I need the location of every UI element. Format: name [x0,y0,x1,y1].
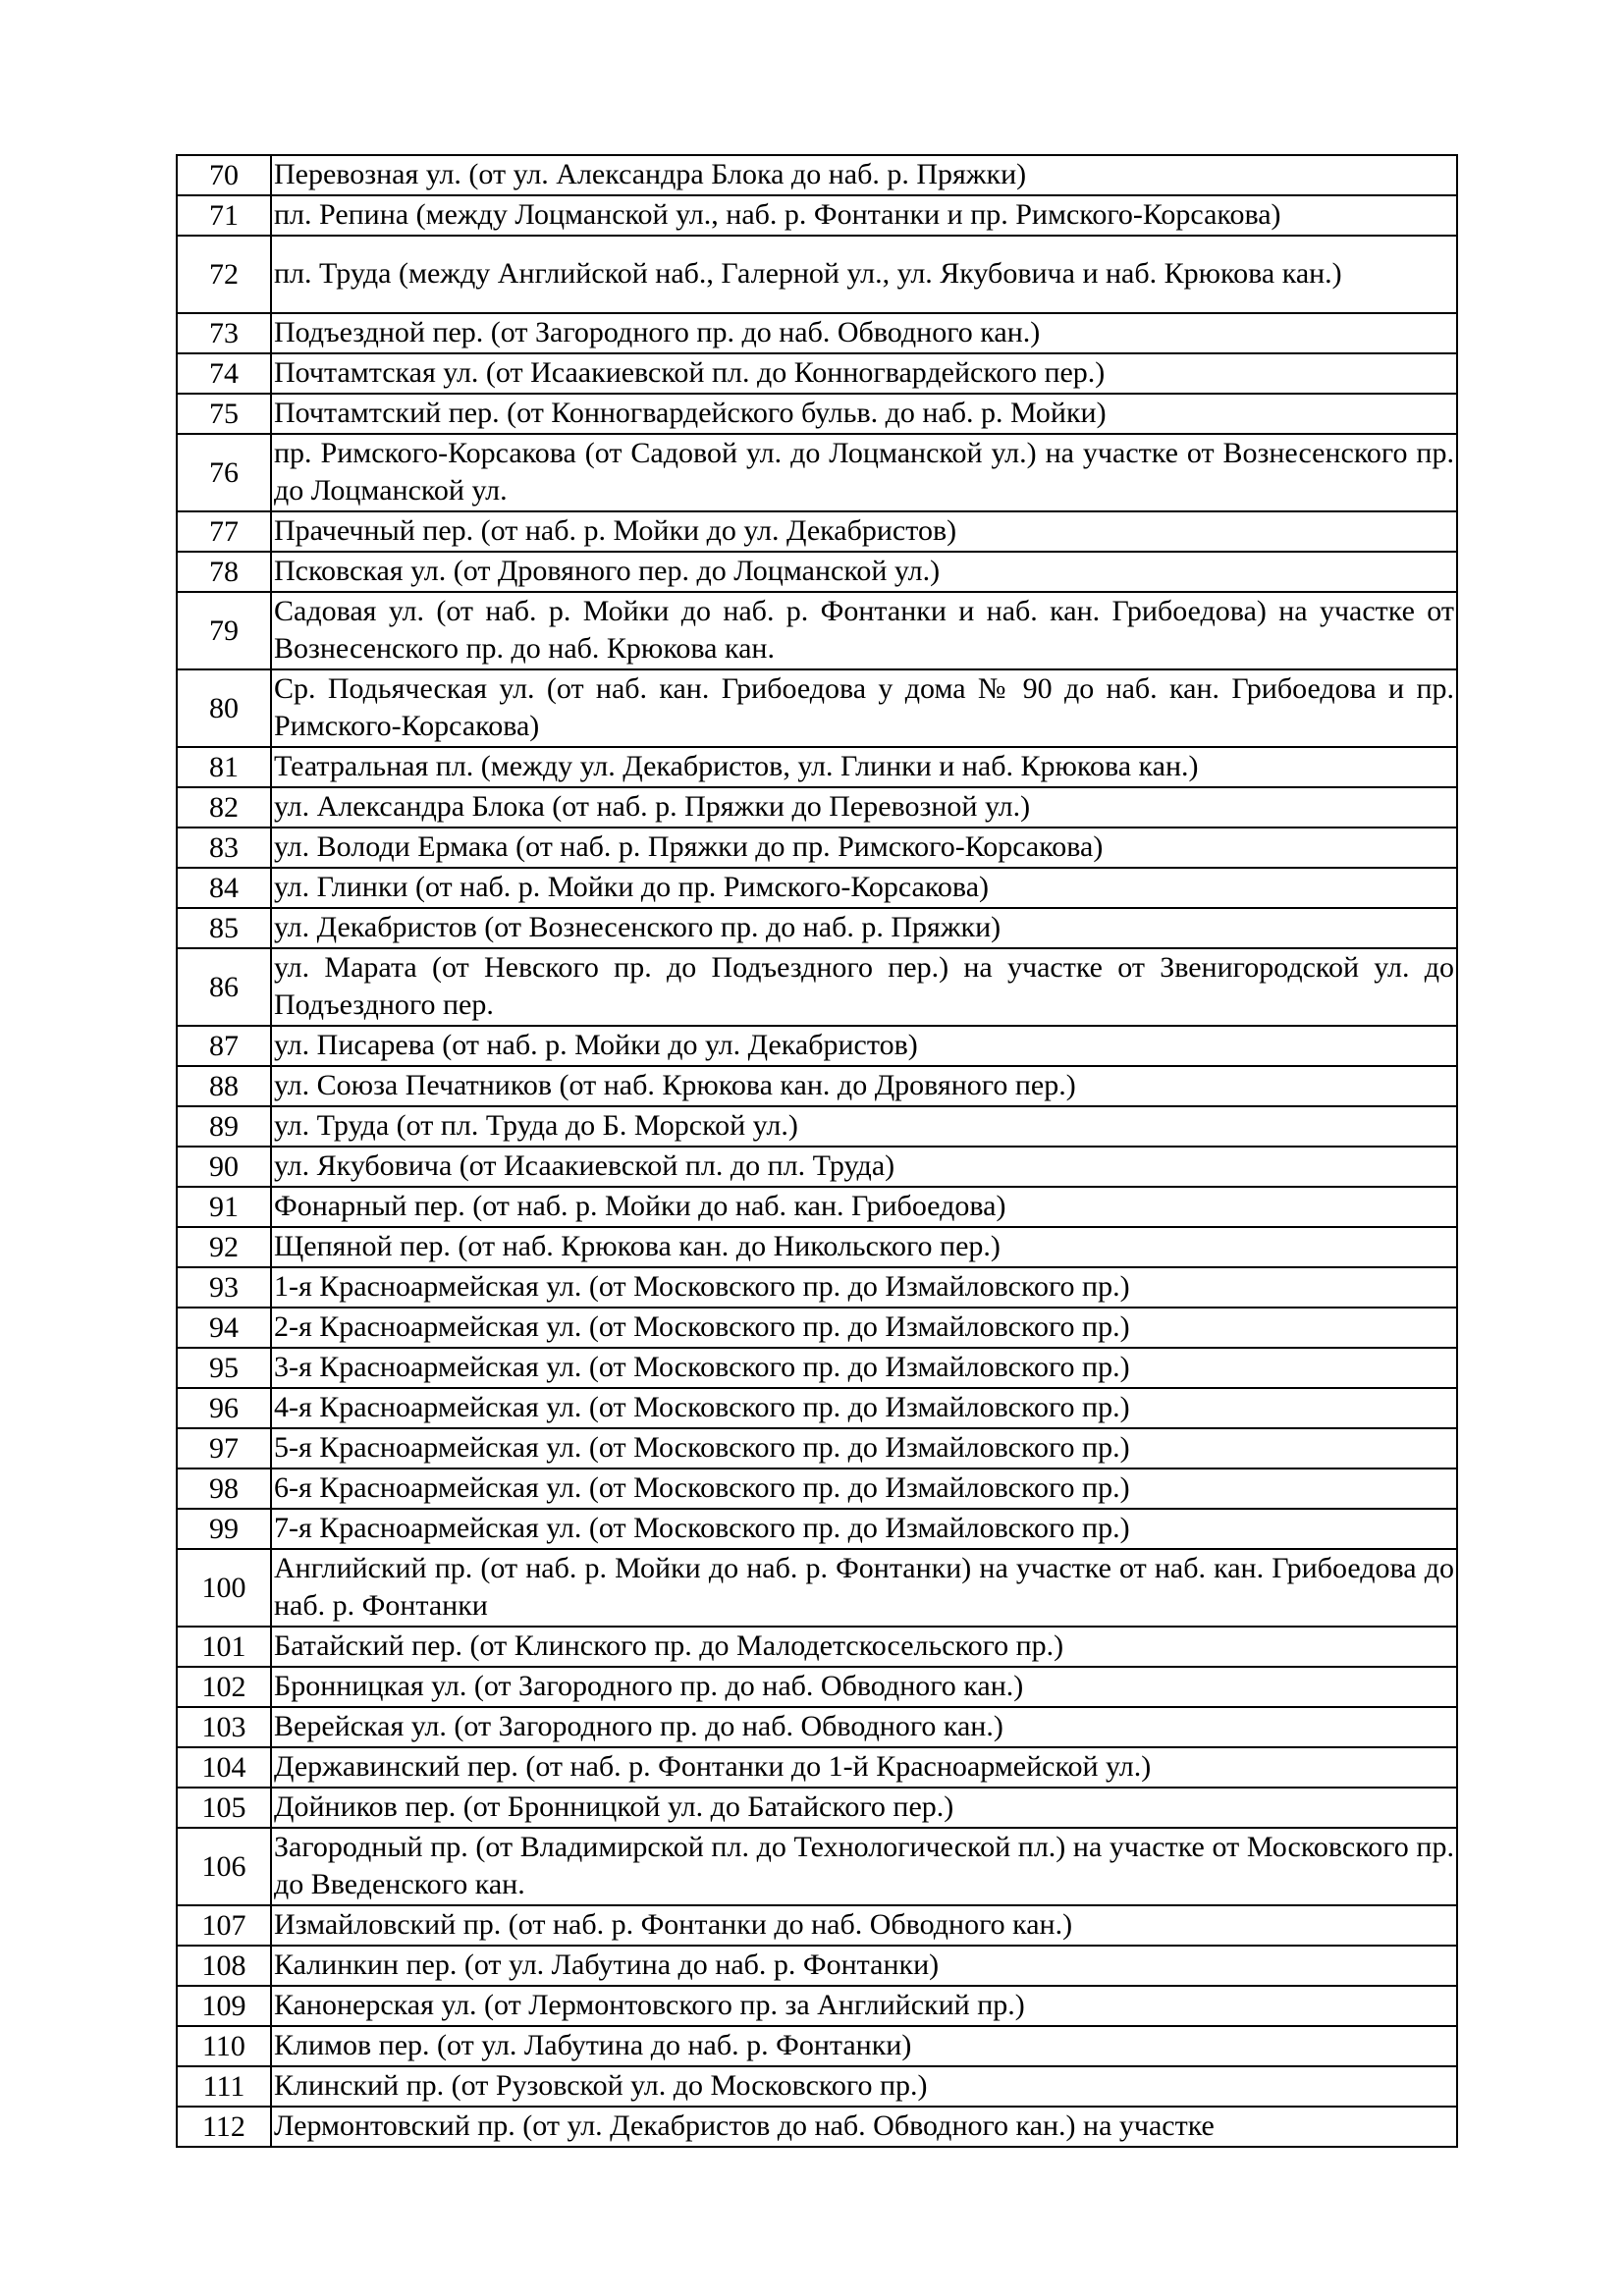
street-description: Дойников пер. (от Бронницкой ул. до Батайского пер.) [271,1788,1457,1828]
table-row [177,511,1457,552]
row-number: 78 [177,552,271,592]
table-row [177,1267,1457,1308]
street-description: пл. Репина (между Лоцманской ул., наб. р. Фонтанки и пр. Римского-Корсакова) [271,195,1457,236]
row-number: 112 [177,2107,271,2147]
table-row [177,2066,1457,2107]
table-row [177,908,1457,948]
row-number: 92 [177,1227,271,1267]
street-description: пл. Труда (между Английской наб., Галерной ул., ул. Якубовича и наб. Крюкова кан.) [271,236,1457,313]
street-description: 1-я Красноармейская ул. (от Московского пр. до Измайловского пр.) [271,1267,1457,1308]
street-description: Державинский пер. (от наб. р. Фонтанки до 1-й Красноармейской ул.) [271,1747,1457,1788]
table-row [177,394,1457,434]
street-description: ул. Марата (от Невского пр. до Подъездного пер.) на участке от Звенигородской ул. до Подъездного пер. [271,948,1457,1026]
row-number: 107 [177,1905,271,1946]
street-description: 5-я Красноармейская ул. (от Московского пр. до Измайловского пр.) [271,1428,1457,1468]
table-row [177,1227,1457,1267]
street-description: Батайский пер. (от Клинского пр. до Малодетскосельского пр.) [271,1627,1457,1667]
table-row [177,1468,1457,1509]
row-number: 72 [177,236,271,313]
row-number: 109 [177,1986,271,2026]
street-description: ул. Декабристов (от Вознесенского пр. до наб. р. Пряжки) [271,908,1457,948]
row-number: 101 [177,1627,271,1667]
street-description: Верейская ул. (от Загородного пр. до наб. Обводного кан.) [271,1707,1457,1747]
table-row [177,236,1457,313]
row-number: 103 [177,1707,271,1747]
street-description: Загородный пр. (от Владимирской пл. до Технологической пл.) на участке от Московского пр. до Введенского кан. [271,1828,1457,1905]
row-number: 70 [177,155,271,195]
table-row [177,1187,1457,1227]
table-row [177,592,1457,669]
street-description: Псковская ул. (от Дровяного пер. до Лоцманской ул.) [271,552,1457,592]
table-row [177,1106,1457,1147]
street-description: Измайловский пр. (от наб. р. Фонтанки до наб. Обводного кан.) [271,1905,1457,1946]
row-number: 71 [177,195,271,236]
table-row [177,1509,1457,1549]
row-number: 80 [177,669,271,747]
table-row [177,1747,1457,1788]
row-number: 85 [177,908,271,948]
row-number: 108 [177,1946,271,1986]
street-description: Почтамтский пер. (от Конногвардейского бульв. до наб. р. Мойки) [271,394,1457,434]
street-description: Лермонтовский пр. (от ул. Декабристов до наб. Обводного кан.) на участке [271,2107,1457,2147]
table-row [177,1147,1457,1187]
table-row [177,1026,1457,1066]
table-row [177,1905,1457,1946]
street-description: Канонерская ул. (от Лермонтовского пр. за Английский пр.) [271,1986,1457,2026]
table-row [177,2107,1457,2147]
row-number: 95 [177,1348,271,1388]
table-row [177,155,1457,195]
row-number: 79 [177,592,271,669]
table-row [177,747,1457,787]
table-row [177,1428,1457,1468]
row-number: 86 [177,948,271,1026]
row-number: 87 [177,1026,271,1066]
street-description: ул. Александра Блока (от наб. р. Пряжки до Перевозной ул.) [271,787,1457,828]
row-number: 74 [177,353,271,394]
street-description: Щепяной пер. (от наб. Крюкова кан. до Никольского пер.) [271,1227,1457,1267]
row-number: 77 [177,511,271,552]
street-description: Почтамтская ул. (от Исаакиевской пл. до Конногвардейского пер.) [271,353,1457,394]
row-number: 111 [177,2066,271,2107]
table-row [177,669,1457,747]
street-list-body [177,155,1457,2147]
street-description: пр. Римского-Корсакова (от Садовой ул. до Лоцманской ул.) на участке от Вознесенского пр. до Лоцманской ул. [271,434,1457,511]
row-number: 106 [177,1828,271,1905]
street-description: 2-я Красноармейская ул. (от Московского пр. до Измайловского пр.) [271,1308,1457,1348]
table-row [177,353,1457,394]
street-list-table [176,154,1458,2148]
street-description: Английский пр. (от наб. р. Мойки до наб. р. Фонтанки) на участке от наб. кан. Грибоедова до наб. р. Фонтанки [271,1549,1457,1627]
row-number: 82 [177,787,271,828]
row-number: 73 [177,313,271,353]
street-description: Театральная пл. (между ул. Декабристов, ул. Глинки и наб. Крюкова кан.) [271,747,1457,787]
table-row [177,1667,1457,1707]
street-description: Ср. Подьяческая ул. (от наб. кан. Грибоедова у дома № 90 до наб. кан. Грибоедова и пр. Римского-Корсакова) [271,669,1457,747]
street-description: ул. Глинки (от наб. р. Мойки до пр. Римского-Корсакова) [271,868,1457,908]
row-number: 83 [177,828,271,868]
row-number: 88 [177,1066,271,1106]
street-description: Бронницкая ул. (от Загородного пр. до наб. Обводного кан.) [271,1667,1457,1707]
table-row [177,1308,1457,1348]
street-description: 7-я Красноармейская ул. (от Московского пр. до Измайловского пр.) [271,1509,1457,1549]
street-description: 3-я Красноармейская ул. (от Московского пр. до Измайловского пр.) [271,1348,1457,1388]
street-description: Садовая ул. (от наб. р. Мойки до наб. р. Фонтанки и наб. кан. Грибоедова) на участке от Вознесенского пр. до наб. Крюкова кан. [271,592,1457,669]
street-description: ул. Труда (от пл. Труда до Б. Морской ул.) [271,1106,1457,1147]
street-description: Калинкин пер. (от ул. Лабутина до наб. р. Фонтанки) [271,1946,1457,1986]
row-number: 89 [177,1106,271,1147]
table-row [177,828,1457,868]
row-number: 110 [177,2026,271,2066]
street-description: ул. Володи Ермака (от наб. р. Пряжки до пр. Римского-Корсакова) [271,828,1457,868]
table-row [177,1986,1457,2026]
street-description: ул. Якубовича (от Исаакиевской пл. до пл. Труда) [271,1147,1457,1187]
table-row [177,2026,1457,2066]
table-row [177,787,1457,828]
row-number: 96 [177,1388,271,1428]
row-number: 81 [177,747,271,787]
street-description: Перевозная ул. (от ул. Александра Блока до наб. р. Пряжки) [271,155,1457,195]
table-row [177,1388,1457,1428]
street-description: 4-я Красноармейская ул. (от Московского пр. до Измайловского пр.) [271,1388,1457,1428]
street-description: ул. Писарева (от наб. р. Мойки до ул. Декабристов) [271,1026,1457,1066]
table-row [177,1788,1457,1828]
row-number: 76 [177,434,271,511]
table-row [177,552,1457,592]
table-row [177,313,1457,353]
row-number: 84 [177,868,271,908]
table-row [177,868,1457,908]
table-row [177,1707,1457,1747]
row-number: 105 [177,1788,271,1828]
table-row [177,1828,1457,1905]
table-row [177,1348,1457,1388]
row-number: 104 [177,1747,271,1788]
row-number: 90 [177,1147,271,1187]
table-row [177,1627,1457,1667]
table-row [177,1066,1457,1106]
row-number: 75 [177,394,271,434]
street-description: Прачечный пер. (от наб. р. Мойки до ул. Декабристов) [271,511,1457,552]
row-number: 102 [177,1667,271,1707]
row-number: 94 [177,1308,271,1348]
street-description: Фонарный пер. (от наб. р. Мойки до наб. кан. Грибоедова) [271,1187,1457,1227]
row-number: 100 [177,1549,271,1627]
street-description: ул. Союза Печатников (от наб. Крюкова кан. до Дровяного пер.) [271,1066,1457,1106]
table-row [177,195,1457,236]
street-description: Климов пер. (от ул. Лабутина до наб. р. Фонтанки) [271,2026,1457,2066]
row-number: 99 [177,1509,271,1549]
table-row [177,948,1457,1026]
street-description: Клинский пр. (от Рузовской ул. до Московского пр.) [271,2066,1457,2107]
table-row [177,434,1457,511]
row-number: 93 [177,1267,271,1308]
row-number: 98 [177,1468,271,1509]
row-number: 91 [177,1187,271,1227]
table-row [177,1549,1457,1627]
street-description: Подъездной пер. (от Загородного пр. до наб. Обводного кан.) [271,313,1457,353]
row-number: 97 [177,1428,271,1468]
table-row [177,1946,1457,1986]
street-description: 6-я Красноармейская ул. (от Московского пр. до Измайловского пр.) [271,1468,1457,1509]
